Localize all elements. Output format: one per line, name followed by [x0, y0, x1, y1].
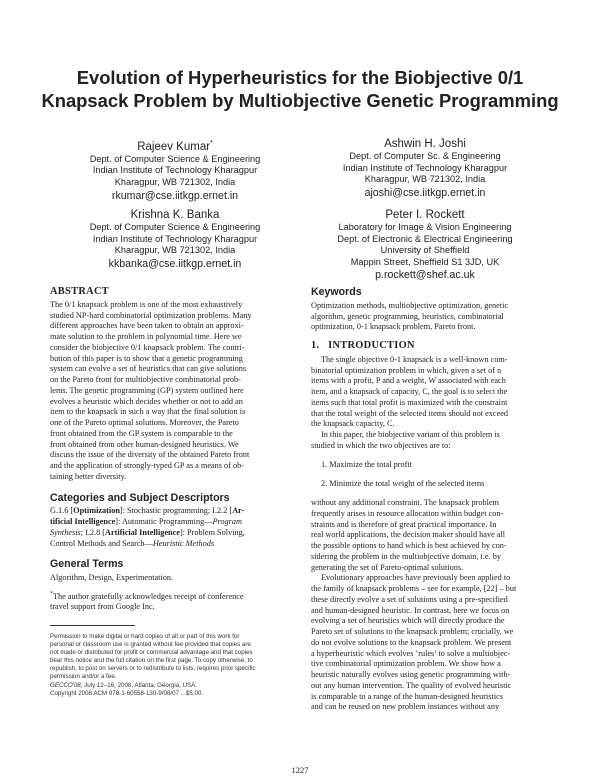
right-column [311, 287, 573, 713]
author-affiliation: Indian Institute of Technology Kharagpur [342, 162, 508, 173]
intro-line: the possible options to hand which is best achieved by con- [311, 541, 507, 550]
author-affiliation: Indian Institute of Technology Kharagpur [92, 165, 258, 176]
category-bold: tificial Intelligence [50, 517, 116, 526]
intro-line: tive combinatorial optimization problem. We show how a [311, 659, 501, 669]
intro-line: binatorial optimization problem in which, given a set of n [311, 365, 502, 375]
intro-line: real world applications, the decision maker should have all [311, 530, 506, 540]
abstract-line: evolves a heuristic which decides whether or not to add an [50, 396, 243, 406]
intro-line: The single objective 0-1 knapsack is a well-known com- [321, 354, 508, 364]
abstract-line: and the application of strongly-typed GP as a means of ob- [50, 461, 244, 470]
author-affiliation: Dept. of Electronic & Electrical Engineering [337, 233, 513, 244]
author-name: Peter I. Rockett [385, 209, 465, 221]
keywords-line: Optimization methods, multiobjective optimization, genetic [311, 300, 509, 310]
abstract-line: one of the Pareto optimal solutions. Moreover, the Pareto [50, 418, 239, 427]
keywords-body [311, 301, 573, 333]
abstract-line: front obtained from other human-designed heuristics. We [50, 439, 239, 449]
intro-line: Pareto set of solutions to the knapsack problem; crucially, we [311, 627, 514, 636]
author-affiliation: Mappin Street, Sheffield S1 3JD, UK [350, 256, 500, 267]
intro-line: is comparable to a range of the human-designed heuristics [311, 691, 503, 701]
title-line-2: Knapsack Problem by Multiobjective Genetic Programming [41, 90, 559, 111]
intro-line: Evolutionary approaches have previously been applied to [321, 573, 511, 583]
author-block-1 [70, 137, 280, 203]
author-affiliation: Laboratory for Image & Vision Engineering [338, 222, 512, 232]
category-text: ]: Automatic Programming— [115, 517, 213, 526]
venue-details: July 12–16, 2008, Atlanta, Georgia, USA. [82, 681, 198, 689]
author-affiliation: Dept. of Computer Science & Engineering [89, 222, 261, 232]
permission-line: republish, to post on servers or to redistribute to lists, requires prior specific [50, 665, 256, 673]
intro-line: frequently arises in resource allocation within budget con- [311, 508, 504, 518]
footnote-mark: * [50, 590, 53, 597]
intro-line: without any additional constraint. The knapsack problem [311, 498, 499, 507]
permission-line: personal or classroom use is granted without fee provided that copies are [50, 641, 251, 649]
objective-item-2: 2. Minimize the total weight of the selected items [321, 479, 485, 489]
abstract-line: consider the biobjective 0/1 knapsack problem. The contri- [50, 342, 245, 352]
intro-line: out any human intervention. The quality of evolved heuristic [311, 680, 512, 690]
left-column [50, 287, 308, 613]
author-affiliation: Dept. of Computer Sc. & Engineering [349, 151, 501, 161]
general-terms-heading: General Terms [50, 558, 124, 571]
intro-line: and can be reused on new problem instances without any [311, 702, 500, 712]
category-text: Control Methods and Search— [50, 538, 153, 548]
intro-line: do not evolve solutions to the knapsack problem. We present [311, 637, 512, 647]
intro-paragraph-1 [311, 355, 573, 430]
author-block-2 [320, 137, 530, 200]
categories-heading: Categories and Subject Descriptors [50, 491, 230, 504]
keywords-line: algorithm, genetic programming, heuristics, combinatorial [311, 311, 504, 321]
abstract-line: front obtained from the GP system is comparable to the [50, 428, 233, 438]
footnote-line: travel support from Google Inc. [50, 602, 155, 612]
objective-list [311, 460, 573, 491]
author-affiliation: Kharagpur, WB 721302, India [114, 245, 236, 256]
permission-line: permission and/or a fee. [50, 673, 117, 681]
permission-line: not made or distributed for profit or commercial advantage and that copies [50, 649, 253, 657]
paper-title [40, 66, 560, 112]
intro-line: and human-designed heuristic. In contrast, here we focus on [311, 605, 510, 615]
abstract-line: lems. The genetic programming (GP) system outlined here [50, 385, 244, 395]
author-affiliation: University of Sheffield [380, 245, 470, 256]
intro-line: straints and is therefore of great practical importance. In [311, 519, 497, 529]
category-text: ]: Stochastic programming; I.2.2 [ [119, 506, 233, 516]
category-bold: Optimization [73, 506, 120, 516]
intro-line: a hyperheuristic which evolves ‘rules’ to solve a multiobjec- [311, 648, 511, 658]
intro-line: heuristic naturally evolves using genetic programming with- [311, 670, 511, 679]
introduction-heading: 1. INTRODUCTION [311, 340, 415, 351]
intro-line: the knapsack capacity, C. [311, 419, 395, 429]
intro-paragraph-2 [311, 430, 573, 452]
copyright-line: Copyright 2008 ACM 978-1-60558-130-9/08/07 ...$5.00. [50, 689, 204, 697]
title-line-1: Evolution of Hyperheuristics for the Biobjective 0/1 [76, 67, 524, 88]
general-terms-body: Algorithm, Design, Experimentation. [50, 573, 174, 582]
intro-line: item, and a knapsack of capacity, C, the goal is to select the [311, 387, 508, 396]
author-name: Ashwin H. Joshi [384, 138, 466, 150]
venue-name: GECCO'08, [50, 681, 83, 689]
category-text: G.1.6 [ [50, 506, 74, 516]
abstract-line: different approaches have been taken to obtain an approxi- [50, 321, 244, 331]
category-italic: Synthesis [50, 527, 81, 537]
category-bold: Artificial Intelligence [105, 527, 180, 537]
footnote-mark: * [210, 140, 213, 147]
abstract-line: item to the knapsack in such a way that the final solution is [50, 407, 246, 417]
footnote-divider [50, 625, 135, 626]
category-bold: Ar- [232, 506, 245, 516]
keywords-heading: Keywords [311, 286, 362, 298]
author-affiliation: Kharagpur, WB 721302, India [364, 174, 486, 185]
category-text: ; I.2.8 [ [80, 527, 106, 537]
permission-line: bear this notice and the full citation on the first page. To copy otherwise, to [50, 657, 253, 665]
intro-line: generating the set of Pareto-optimal solutions. [311, 562, 464, 572]
intro-paragraph-4 [311, 573, 573, 713]
author-block-3 [70, 208, 280, 271]
abstract-line: bution of this paper is to show that a genetic programming [50, 353, 243, 363]
objective-item-1: 1. Maximize the total profit [321, 459, 412, 469]
footnote-line: The author gratefully acknowledges receipt of conference [53, 591, 244, 601]
abstract-body [50, 300, 308, 483]
category-text: ]: Problem Solving, [179, 527, 245, 537]
author-email: rkumar@cse.iitkgp.ernet.in [111, 189, 239, 202]
author-email: kkbanka@cse.iitkgp.ernet.in [108, 257, 242, 270]
abstract-line: taining better diversity. [50, 471, 127, 481]
footnote [50, 589, 308, 613]
abstract-line: on the Pareto front for multiobjective combinatorial prob- [50, 375, 241, 384]
permission-notice [50, 633, 312, 698]
abstract-line: discuss the issue of the diversity of the obtained Pareto front [50, 450, 250, 460]
intro-line: items with a profit, P and a weight, W associated with each [311, 376, 506, 386]
author-email: ajoshi@cse.iitkgp.ernet.in [364, 186, 486, 199]
author-affiliation: Dept. of Computer Science & Engineering [89, 153, 261, 164]
author-name: Rajeev Kumar [137, 140, 211, 153]
intro-line: these directly evolve a set of solutions using a pre-specified [311, 594, 508, 604]
categories-body [50, 506, 308, 549]
abstract-heading: ABSTRACT [50, 286, 109, 297]
intro-line: sidering the problem in the multiobjective domain, i.e. by [311, 551, 501, 561]
intro-paragraph-3 [311, 498, 573, 573]
intro-line: evolving a set of heuristics which will directly produce the [311, 616, 505, 626]
abstract-line: The 0/1 knapsack problem is one of the most exhaustively [50, 299, 243, 309]
intro-line: the family of knapsack problems – see for example, [22] – but [311, 584, 517, 593]
author-name: Krishna K. Banka [130, 209, 220, 221]
author-affiliation: Indian Institute of Technology Kharagpur [92, 233, 258, 244]
author-email: p.rockett@shef.ac.uk [375, 269, 475, 282]
intro-line: that the total weight of the selected items should not exceed [311, 408, 509, 418]
intro-line: items such that total profit is maximized with the constraint [311, 397, 508, 407]
abstract-line: studied NP-hard combinatorial optimization problems. Many [50, 310, 252, 320]
page-number: 1227 [291, 765, 309, 775]
author-block-4 [320, 208, 530, 282]
category-italic: Heuristic Methods [152, 538, 215, 548]
abstract-line: system can evolve a set of heuristics that can give solutions [50, 364, 247, 374]
intro-line: studied in which the two objectives are to: [311, 440, 451, 450]
author-affiliation: Kharagpur, WB 721302, India [114, 177, 236, 188]
permission-line: Permission to make digital or hard copies of all or part of this work for [50, 633, 240, 640]
keywords-line: optimization, 0-1 knapsack problem, Pareto front. [311, 322, 476, 332]
intro-line: In this paper, the biobjective variant of this problem is [321, 430, 500, 439]
abstract-line: mate solution to the problem in polynomial time. Here we [50, 332, 242, 341]
category-italic: Program [212, 517, 242, 526]
